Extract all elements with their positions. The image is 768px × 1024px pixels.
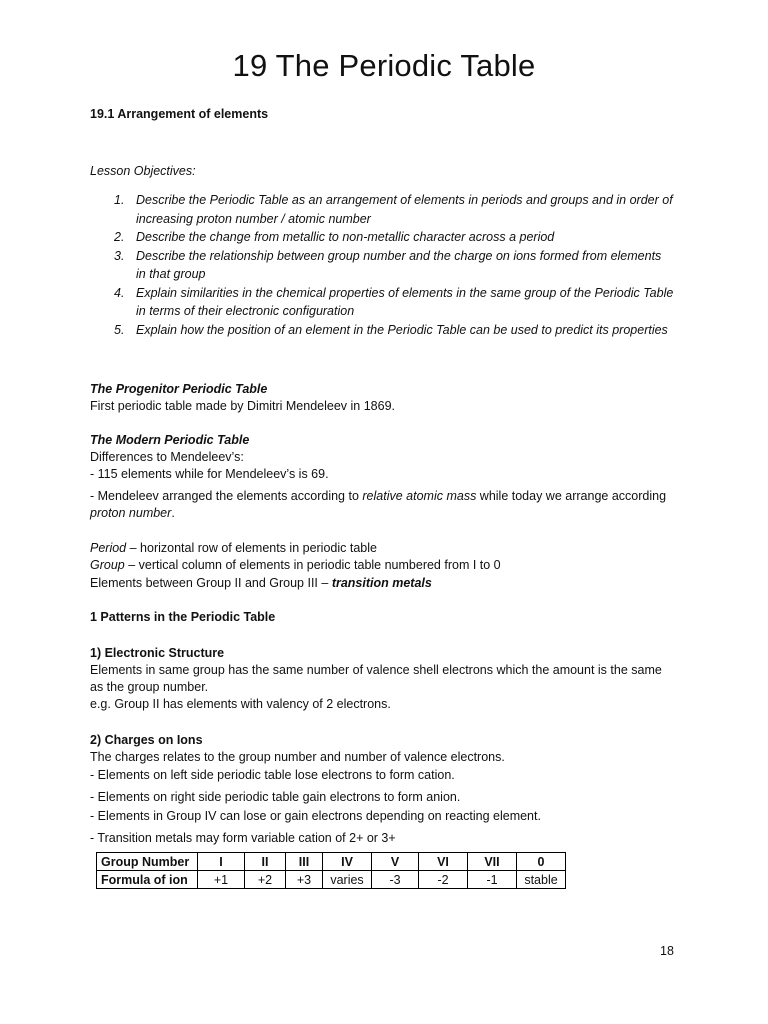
electronic-line-2: as the group number. [90,680,209,694]
progenitor-text: First periodic table made by Dimitri Mendeleev in 1869. [90,399,395,413]
table-cell: -2 [419,871,468,889]
table-cell: II [245,853,286,871]
modern-point-2: - Mendeleev arranged the elements according to relative atomic mass while today we arrange according proton number. [90,489,667,520]
table-cell: Formula of ion [97,871,198,889]
table-cell: VII [468,853,517,871]
definition-transition: Elements between Group II and Group III – transition metals [90,576,432,590]
charges-line-4: - Elements in Group IV can lose or gain electrons depending on reacting element. [90,809,541,823]
electronic-line-3: e.g. Group II has elements with valency of 2 electrons. [90,697,391,711]
objectives-list [90,191,690,339]
table-row [97,871,566,889]
objective-item: 1. Describe the Periodic Table as an arrangement of elements in periods and groups and in order of increasing proton number / atomic number [114,193,673,226]
page-title: 19 The Periodic Table [232,48,536,83]
ion-charge-table [96,852,566,889]
table-cell: I [198,853,245,871]
modern-point-1: - 115 elements while for Mendeleev’s is 69. [90,467,329,481]
electronic-line-1: Elements in same group has the same number of valence shell electrons which the amount is the same [90,663,662,677]
table-cell: +2 [245,871,286,889]
charges-heading: 2) Charges on Ions [90,733,203,747]
definition-group: Group – vertical column of elements in periodic table numbered from I to 0 [90,558,501,572]
table-cell: +3 [286,871,323,889]
charges-line-2: - Elements on left side periodic table lose electrons to form cation. [90,768,455,782]
modern-differences: Differences to Mendeleev’s: [90,450,244,464]
modern-heading: The Modern Periodic Table [90,433,250,447]
table-cell: Group Number [97,853,198,871]
section-heading: 19.1 Arrangement of elements [90,107,269,121]
table-cell: -1 [468,871,517,889]
charges-line-1: The charges relates to the group number and number of valence electrons. [90,750,505,764]
objective-item: 4. Explain similarities in the chemical properties of elements in the same group of the Periodic Table in terms of their electronic configuration [114,285,674,318]
table-cell: varies [323,871,372,889]
table-cell: 0 [517,853,566,871]
table-cell: VI [419,853,468,871]
definition-period: Period – horizontal row of elements in periodic table [90,541,377,555]
charges-line-3: - Elements on right side periodic table gain electrons to form anion. [90,790,461,804]
charges-line-5: - Transition metals may form variable cation of 2+ or 3+ [90,831,396,845]
objectives-label: Lesson Objectives: [90,164,196,178]
patterns-heading: 1 Patterns in the Periodic Table [90,610,276,624]
objective-item: 5. Explain how the position of an element in the Periodic Table can be used to predict its properties [114,322,668,337]
table-cell: stable [517,871,566,889]
table-cell: IV [323,853,372,871]
objective-item: 3. Describe the relationship between group number and the charge on ions formed from elements in that group [114,248,662,281]
objective-item: 2. Describe the change from metallic to non-metallic character across a period [114,230,555,244]
table-cell: -3 [372,871,419,889]
page-number: 18 [660,944,674,958]
electronic-structure-heading: 1) Electronic Structure [90,646,225,660]
table-cell: V [372,853,419,871]
table-row [97,853,566,871]
table-cell: III [286,853,323,871]
progenitor-heading: The Progenitor Periodic Table [90,382,268,396]
table-cell: +1 [198,871,245,889]
